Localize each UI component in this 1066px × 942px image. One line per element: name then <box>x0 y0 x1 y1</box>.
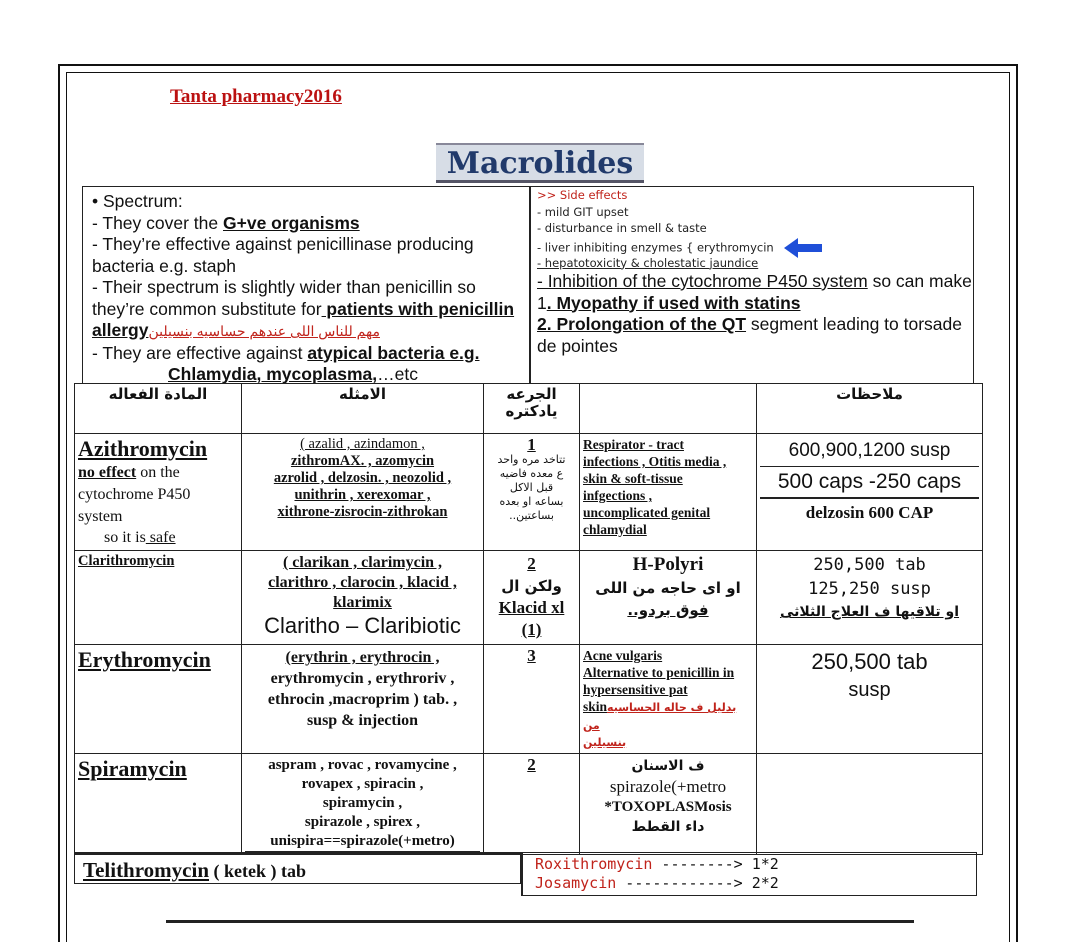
spectrum-line-3: - Their spectrum is slightly wider than penicillin so they’re common substitute for patients with penicillin allergyمهم للناس اللى عندهم حساسيه بنسيلين <box>92 277 515 340</box>
dose-note: (1) <box>521 620 542 639</box>
spectrum-line-4: - They are effective against atypical bacteria e.g. <box>92 342 480 363</box>
spira-dose <box>484 754 580 855</box>
drug-name: Erythromycin <box>78 647 211 672</box>
azithro-dose <box>484 434 580 551</box>
example-line: clarithro , clarocin , klacid , <box>268 574 457 591</box>
use-line: hypersensitive pat <box>583 682 688 697</box>
side-effects-box <box>530 186 974 384</box>
use-line: uncomplicated genital <box>583 505 711 520</box>
telithromycin-row: Telithromycin ( ketek ) tab <box>74 852 521 884</box>
example-line: Claritho – Claribiotic <box>264 613 461 638</box>
header-active: المادة الفعاله <box>75 384 242 434</box>
drug-name: Azithromycin <box>78 436 208 461</box>
clarithro-examples <box>242 551 484 645</box>
remark-line: او تلاقيها ف العلاج الثلاثى <box>779 604 960 620</box>
use-line: skinبدليل ف حاله الحساسيه من <box>583 699 737 732</box>
example-line: spiramycin , <box>322 795 403 811</box>
arrow-left-icon <box>783 237 823 259</box>
erythro-dose <box>484 645 580 754</box>
side-effect-item: - hepatotoxicity & cholestatic jaundice <box>537 255 759 270</box>
use-line: skin & soft-tissue <box>583 471 683 486</box>
bottom-rule <box>166 920 914 923</box>
header-notes: ملاحظات <box>757 384 983 434</box>
spectrum-box <box>82 186 530 384</box>
other-drug-line: Roxithromycin --------> 1*2 <box>535 855 779 873</box>
use-line: infgections , <box>583 488 652 503</box>
use-line: infections , Otitis media , <box>583 454 727 469</box>
dose-note: Klacid xl <box>498 598 565 617</box>
spectrum-line-2: - They’re effective against penicillinase producing bacteria e.g. staph <box>92 234 474 276</box>
dose-value: 3 <box>527 646 536 665</box>
spira-remarks <box>757 754 983 855</box>
use-line: Respirator - tract <box>583 437 684 452</box>
example-line: unithrin , xerexomar , <box>294 487 431 503</box>
side-effect-item: - liver inhibiting enzymes { erythromycin <box>537 237 973 259</box>
side-effect-item: - mild GIT upset <box>537 204 629 219</box>
erythro-remarks <box>757 645 983 754</box>
example-line: ( azalid , azindamon , <box>300 436 425 452</box>
azithro-safe: so it is safe <box>104 529 176 546</box>
example-line: susp & injection <box>306 712 419 729</box>
use-line: ف الاسنان <box>631 758 705 774</box>
use-line: بنسيلين <box>583 736 627 749</box>
example-line: (erythrin , erythrocin , <box>285 649 440 666</box>
use-line: داء القطط <box>631 819 705 835</box>
spectrum-line-5: Chlamydia, mycoplasma,…etc <box>168 364 418 384</box>
erythro-name-cell <box>75 645 242 754</box>
example-line: zithromAX. , azomycin <box>290 453 435 469</box>
spectrum-line-1: - They cover the G+ve organisms <box>92 212 360 233</box>
use-line: chlamydial <box>583 522 647 537</box>
dose-note: بساعه او بعده <box>499 495 564 508</box>
spectrum-heading: • Spectrum: <box>92 191 183 211</box>
header-examples: الامثله <box>242 384 484 434</box>
remark-line: 500 caps -250 caps <box>760 467 979 499</box>
header-uses <box>580 384 757 434</box>
remark-line: 125,250 susp <box>808 579 931 599</box>
example-line: ( clarikan , clarimycin , <box>282 554 443 571</box>
use-line: او اى حاجه من اللى <box>595 579 741 597</box>
example-line: aspram , rovac , rovamycine , <box>268 757 457 773</box>
other-drug-line: Josamycin ------------> 2*2 <box>535 874 779 892</box>
use-line: spirazole(+metro <box>609 777 727 796</box>
dose-note: تتاخد مره واحد <box>497 453 566 466</box>
header-org: Tanta pharmacy2016 <box>170 86 342 107</box>
spira-name-cell <box>75 754 242 855</box>
example-line: spirazole , spirex , <box>304 814 421 830</box>
erythro-uses <box>580 645 757 754</box>
clarithro-name-cell <box>75 551 242 645</box>
clarithro-dose <box>484 551 580 645</box>
spira-examples <box>242 754 484 855</box>
spira-uses <box>580 754 757 855</box>
dose-value: 2 <box>527 554 536 573</box>
dose-value: 2 <box>527 755 536 774</box>
dose-note: ع معده فاضيه <box>499 467 564 480</box>
example-line: unispira==spirazole(+metro) <box>245 832 480 852</box>
azithro-name-cell <box>75 434 242 551</box>
dose-note: قبل الاكل <box>509 481 554 494</box>
drug-name: Clarithromycin <box>78 553 175 569</box>
use-line: H-Polyri <box>632 554 704 575</box>
clarithro-uses <box>580 551 757 645</box>
dose-value: 1 <box>527 435 536 454</box>
example-line: rovapex , spiracin , <box>301 776 424 792</box>
azithro-examples <box>242 434 484 551</box>
table-header-row <box>75 384 983 434</box>
point-1: 1. Myopathy if used with statins <box>537 292 801 313</box>
erythro-examples <box>242 645 484 754</box>
page-title: Macrolides <box>436 143 644 183</box>
dose-note: ولكن ال <box>501 577 562 595</box>
header-dose: الجرعه يادكتره <box>484 384 580 434</box>
use-line: فوق بردو.. <box>627 601 709 619</box>
use-line: Alternative to penicillin in <box>583 665 735 680</box>
azithro-remarks <box>757 434 983 551</box>
drug-name: Spiramycin <box>78 756 187 781</box>
example-line: azrolid , delzosin. , neozolid , <box>273 470 452 486</box>
example-line: xithrone-zisrocin-zithrokan <box>277 504 448 520</box>
side-effects-heading: >> Side effects <box>537 188 628 202</box>
table-row <box>75 434 983 551</box>
side-effect-item: - disturbance in smell & taste <box>537 221 707 235</box>
use-line: *TOXOPLASMosis <box>604 799 732 815</box>
remark-line: delzosin 600 CAP <box>805 503 934 522</box>
cyp-line: - Inhibition of the cytochrome P450 system so can make <box>537 271 972 291</box>
remark-line: 600,900,1200 susp <box>760 436 979 467</box>
azithro-note: no effect on the cytochrome P450 system <box>78 464 191 525</box>
table-row <box>75 645 983 754</box>
example-line: ethrocin ,macroprim ) tab. , <box>267 691 458 708</box>
use-line: Acne vulgaris <box>583 648 663 663</box>
clarithro-remarks <box>757 551 983 645</box>
macrolides-table <box>74 383 983 855</box>
point-2: 2. Prolongation of the QT segment leading to torsade de pointes <box>537 314 963 356</box>
remark-line: 250,500 tab <box>811 649 928 674</box>
remark-line: susp <box>848 679 891 701</box>
dose-note: بساعتين.. <box>509 509 554 522</box>
table-row <box>75 551 983 645</box>
example-line: klarimix <box>333 594 392 611</box>
other-macrolides <box>521 852 977 896</box>
example-line: erythromycin , erythroriv , <box>270 670 455 687</box>
azithro-uses <box>580 434 757 551</box>
remark-line: 250,500 tab <box>813 555 926 575</box>
table-row <box>75 754 983 855</box>
